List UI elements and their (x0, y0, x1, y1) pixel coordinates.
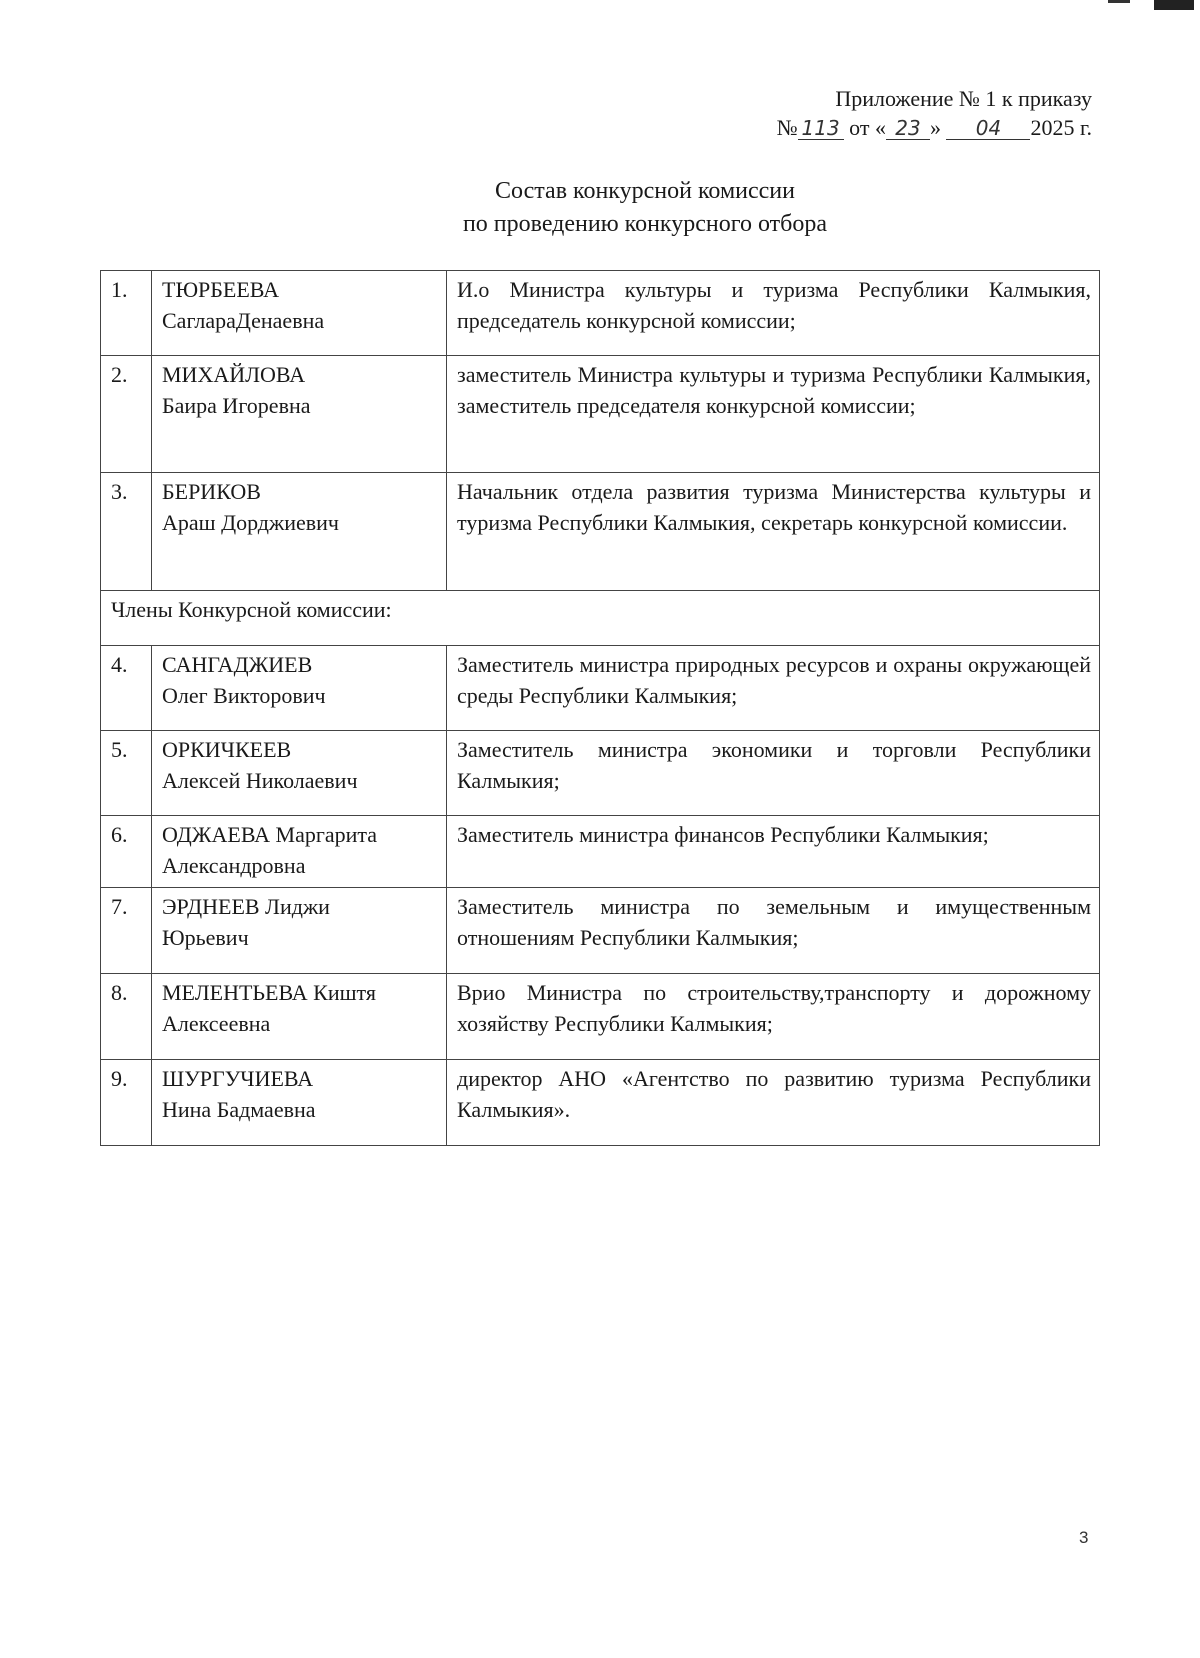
title-line-2: по проведению конкурсного отбора (462, 211, 828, 237)
table-row (101, 473, 1100, 591)
member-role: И.о Министра культуры и туризма Республики Калмыкия, председатель конкурсной комиссии; (447, 271, 1100, 356)
section-header-row (101, 591, 1100, 646)
member-given-name: Алексеевна (162, 1011, 271, 1036)
member-role: Врио Министра по строительству,транспорту и дорожному хозяйству Республики Калмыкия; (447, 974, 1100, 1060)
member-given-name: Александровна (162, 853, 306, 878)
member-given-name: Араш Дорджиевич (162, 510, 339, 535)
page-number: 3 (1079, 1528, 1089, 1547)
appendix-header (777, 84, 1092, 142)
member-surname: ШУРГУЧИЕВА (162, 1066, 314, 1091)
member-surname: ЭРДНЕЕВ Лиджи (162, 894, 330, 919)
member-name (152, 271, 447, 356)
member-surname: МЕЛЕНТЬЕВА Киштя (162, 980, 376, 1005)
order-reference (777, 113, 1092, 142)
document-title (0, 175, 1200, 241)
member-surname: ОРКИЧКЕЕВ (162, 737, 292, 762)
member-surname: ТЮРБЕЕВА (162, 277, 279, 302)
table-row (101, 974, 1100, 1060)
member-name (152, 646, 447, 731)
table-row (101, 1060, 1100, 1146)
member-role: Начальник отдела развития туризма Министерства культуры и туризма Республики Калмыкия, секретарь конкурсной комиссии. (447, 473, 1100, 591)
row-number: 9. (101, 1060, 152, 1146)
member-role: Заместитель министра финансов Республики Калмыкия; (447, 816, 1100, 888)
member-given-name: Баира Игоревна (162, 393, 311, 418)
member-role: Заместитель министра по земельным и имущественным отношениям Республики Калмыкия; (447, 888, 1100, 974)
order-number: 113 (798, 117, 844, 140)
member-surname: МИХАЙЛОВА (162, 362, 306, 387)
table-row (101, 816, 1100, 888)
table-row (101, 356, 1100, 473)
row-number: 1. (101, 271, 152, 356)
date-month: 04 (946, 117, 1030, 140)
order-prefix: № (776, 115, 798, 140)
table-row (101, 646, 1100, 731)
member-given-name: Олег Викторович (162, 683, 326, 708)
member-given-name: СаглараДенаевна (162, 308, 325, 333)
member-name (152, 731, 447, 816)
date-mid: » (929, 115, 941, 140)
row-number: 7. (101, 888, 152, 974)
scan-artifact (1108, 0, 1130, 3)
appendix-line: Приложение № 1 к приказу (835, 86, 1092, 111)
member-role: Заместитель министра природных ресурсов и охраны окружающей среды Республики Калмыкия; (447, 646, 1100, 731)
row-number: 3. (101, 473, 152, 591)
member-role: Заместитель министра экономики и торговли Республики Калмыкия; (447, 731, 1100, 816)
member-given-name: Нина Бадмаевна (162, 1097, 316, 1122)
date-from-word: от « (849, 115, 886, 140)
commission-table (100, 270, 1100, 1146)
row-number: 6. (101, 816, 152, 888)
member-surname: ОДЖАЕВА Маргарита (162, 822, 378, 847)
section-label: Члены Конкурсной комиссии: (101, 591, 1100, 646)
member-given-name: Алексей Николаевич (162, 768, 358, 793)
member-role: директор АНО «Агентство по развитию туризма Республики Калмыкия». (447, 1060, 1100, 1146)
member-name (152, 356, 447, 473)
row-number: 5. (101, 731, 152, 816)
member-surname: БЕРИКОВ (162, 479, 261, 504)
member-given-name: Юрьевич (162, 925, 249, 950)
title-line-1: Состав конкурсной комиссии (495, 178, 795, 204)
scan-artifact (1154, 0, 1194, 10)
row-number: 8. (101, 974, 152, 1060)
member-name (152, 1060, 447, 1146)
member-name (152, 816, 447, 888)
member-name (152, 473, 447, 591)
date-year: 2025 г. (1030, 115, 1092, 140)
member-role: заместитель Министра культуры и туризма Республики Калмыкия, заместитель председателя конкурсной комиссии; (447, 356, 1100, 473)
member-surname: САНГАДЖИЕВ (162, 652, 313, 677)
row-number: 2. (101, 356, 152, 473)
table-row (101, 888, 1100, 974)
row-number: 4. (101, 646, 152, 731)
table-row (101, 271, 1100, 356)
table-row (101, 731, 1100, 816)
member-name (152, 974, 447, 1060)
date-day: 23 (886, 117, 930, 140)
member-name (152, 888, 447, 974)
